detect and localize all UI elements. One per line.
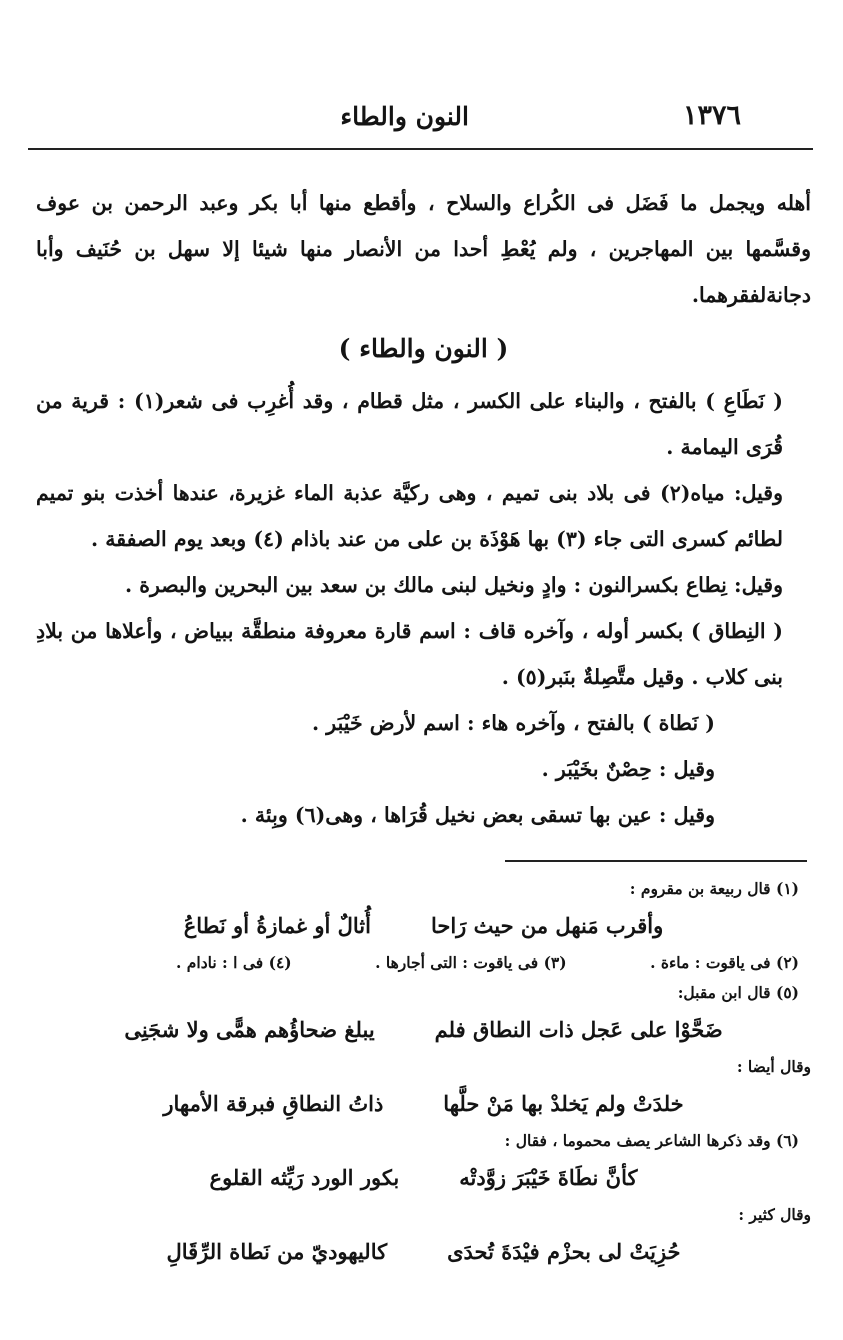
- footnote-1-intro: (١) قال ربيعة بن مقروم :: [629, 879, 799, 898]
- verse-hemistich: حُزِيَتْ لى بحزْم فيْدَةَ تُحدَى: [447, 1239, 681, 1264]
- footnote-5-intro: (٥) قال ابن مقبل:: [677, 983, 799, 1002]
- page-number: ١٣٧٦: [682, 100, 741, 131]
- verse-hemistich: كأنَّ نطَاةَ خَيْبَرَ زوَّدتْه: [459, 1165, 638, 1190]
- paragraph-7: وقيل : حِصْنٌ بخَيْبَر .: [541, 757, 715, 781]
- verse-hemistich: وأقرب مَنهل من حيث رَاحا: [430, 913, 664, 938]
- footnote-refs: [36, 948, 811, 978]
- verse-hemistich: ذاتُ النطاقِ فبرقة الأمهار: [163, 1091, 384, 1116]
- paragraph-3: وقيل: مياه(٢) فى بلاد بنى تميم ، وهى ركيَّة عذبة الماء غزيرة، عندها أخذت بنو تميم لطائم كسرى التى جاء (٣) بها هَوْذَة بن على من عند باذام (٤) وبعد يوم الصفقة .: [36, 481, 783, 551]
- section-title: ( النون والطاء ): [338, 334, 509, 363]
- entry-nataah: ( نَطاة ) بالفتح ، وآخره هاء : اسم لأرض خَيْبَر .: [312, 711, 715, 735]
- verse-hemistich: كاليهوديّ من نَطاة الرِّقَالِ: [166, 1239, 388, 1264]
- main-text: [36, 180, 811, 838]
- verse-hemistich: بكور الورد رَيِّثه القلوع: [209, 1165, 400, 1190]
- footnote-6-verse-2: [36, 1230, 811, 1274]
- footnote-6-intro: (٦) وقد ذكرها الشاعر يصف محموما ، فقال :: [504, 1131, 799, 1150]
- footnote-5-verse-2: [36, 1082, 811, 1126]
- running-title: النون والطاء: [340, 102, 469, 131]
- footnote-rule: [505, 860, 807, 862]
- verse-hemistich: خلدَتْ ولم يَخلدْ بها مَنْ حلَّها: [443, 1091, 684, 1116]
- paragraph-1: أهله ويجمل ما فَضَل فى الكُراع والسلاح ، وأقطع منها أبا بكر وعبد الرحمن بن عوف وقسَّمها بين المهاجرين ، ولم يُعْطِ أحدا من الأنصار منها شيئا إلا سهل بن حُنَيف وأبا دجانةلفقرهما.: [36, 191, 811, 307]
- paragraph-8: وقيل : عين بها تسقى بعض نخيل قُرَاها ، وهى(٦) وبِئة .: [240, 803, 715, 827]
- verse-hemistich: أُثالٌ أو غمازةُ أو نَطاعُ: [183, 913, 371, 938]
- footnote-6-kuthayyir: وقال كثير :: [738, 1205, 811, 1224]
- verse-hemistich: يبلغ ضحاؤُهم همًّى ولا شجَنِى: [124, 1017, 375, 1042]
- verse-hemistich: ضَحَّوْا على عَجل ذات النطاق فلم: [434, 1017, 723, 1042]
- entry-nataa: ( نَطَاعِ ) بالفتح ، والبناء على الكسر ، مثل قطام ، وقد أُغرِب فى شعر(١) : قرية من قُرَى اليمامة .: [36, 389, 783, 459]
- footnotes: [36, 874, 811, 1274]
- footnote-5-also: وقال أيضا :: [736, 1057, 811, 1076]
- footnote-6-verse: [36, 1156, 811, 1200]
- page-header: [30, 100, 811, 140]
- footnote-1-verse: [36, 904, 811, 948]
- footnote-2: (٢) فى ياقوت : ماءة .: [650, 953, 799, 972]
- footnote-3: (٣) فى ياقوت : التى أجارها .: [375, 953, 567, 972]
- footnote-5-verse: [36, 1008, 811, 1052]
- entry-nitaq: ( النِطاق ) بكسر أوله ، وآخره قاف : اسم قارة معروفة منطقَّة ببياض ، وأعلاها من بلادِ بنى كلاب . وقيل متَّصِلةٌ بنَبر(٥) .: [36, 619, 783, 689]
- footnote-4: (٤) فى ا : نادام .: [176, 953, 292, 972]
- header-rule: [28, 148, 813, 150]
- paragraph-4: وقيل: نِطاع بكسرالنون : وادٍ ونخيل لبنى مالك بن سعد بين البحرين والبصرة .: [124, 573, 783, 597]
